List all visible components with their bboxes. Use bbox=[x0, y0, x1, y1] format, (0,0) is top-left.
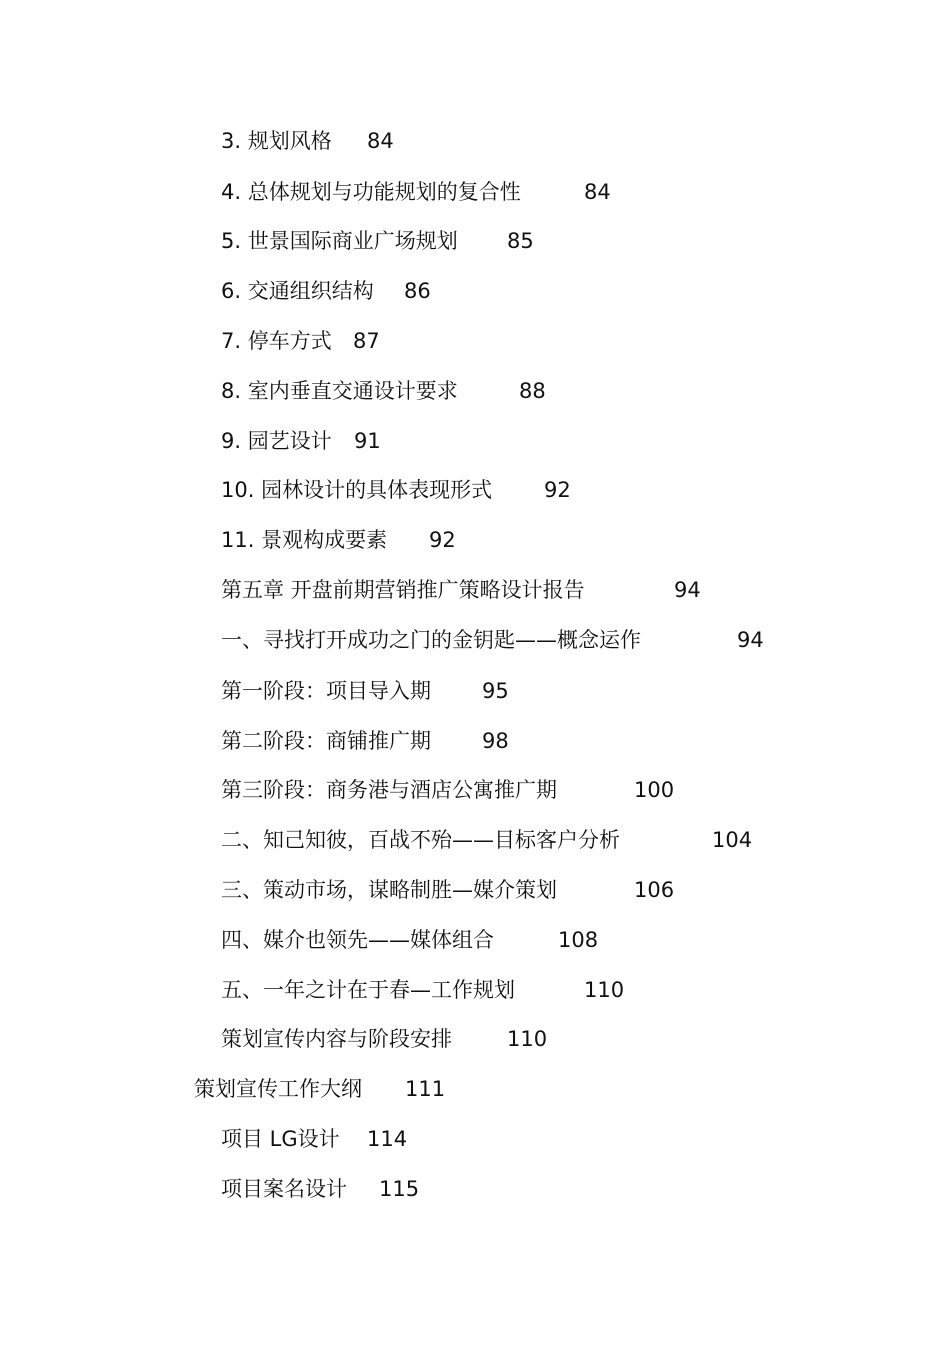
toc-entry-title: 项目 LG设计 bbox=[221, 1127, 340, 1151]
toc-entry-page: 110 bbox=[507, 1027, 548, 1051]
toc-entry-page: 85 bbox=[507, 229, 534, 253]
toc-entry bbox=[221, 676, 509, 706]
toc-entry-page: 88 bbox=[519, 379, 546, 403]
toc-entry-page: 110 bbox=[584, 978, 625, 1002]
toc-entry-page: 115 bbox=[379, 1177, 420, 1201]
toc-entry-title: 5. 世景国际商业广场规划 bbox=[221, 229, 458, 253]
toc-entry-page: 111 bbox=[405, 1077, 446, 1101]
toc-entry-page: 84 bbox=[584, 180, 611, 204]
toc-entry-page: 92 bbox=[544, 478, 571, 502]
toc-entry bbox=[221, 875, 675, 905]
toc-entry-title: 8. 室内垂直交通设计要求 bbox=[221, 379, 458, 403]
toc-entry-page: 94 bbox=[674, 578, 701, 602]
toc-entry bbox=[221, 326, 380, 356]
toc-entry bbox=[221, 1124, 408, 1154]
toc-entry bbox=[221, 177, 611, 207]
toc-entry bbox=[221, 625, 764, 655]
toc-entry bbox=[221, 475, 571, 505]
toc-entry-title: 二、知己知彼，百战不殆——目标客户分析 bbox=[221, 828, 620, 852]
toc-entry bbox=[221, 1174, 420, 1204]
toc-entry-page: 98 bbox=[482, 729, 509, 753]
toc-entry-title: 一、寻找打开成功之门的金钥匙——概念运作 bbox=[221, 628, 641, 652]
toc-entry-title: 6. 交通组织结构 bbox=[221, 279, 374, 303]
toc-entry bbox=[221, 775, 675, 805]
toc-entry bbox=[221, 276, 431, 306]
toc-entry-page: 84 bbox=[367, 129, 394, 153]
toc-entry-page: 104 bbox=[712, 828, 753, 852]
toc-entry-title: 第三阶段：商务港与酒店公寓推广期 bbox=[221, 778, 557, 802]
toc-entry-title: 四、媒介也领先——媒体组合 bbox=[221, 928, 494, 952]
toc-entry bbox=[221, 376, 546, 406]
toc-entry bbox=[221, 126, 394, 156]
toc-entry bbox=[221, 426, 381, 456]
toc-entry bbox=[221, 575, 701, 605]
toc-entry bbox=[221, 226, 534, 256]
toc-entry-title: 策划宣传工作大纲 bbox=[194, 1077, 362, 1101]
toc-entry bbox=[221, 1024, 548, 1054]
toc-entry-title: 五、一年之计在于春—工作规划 bbox=[221, 978, 515, 1002]
toc-entry-page: 95 bbox=[482, 679, 509, 703]
toc-entry bbox=[194, 1074, 446, 1104]
toc-entry-title: 3. 规划风格 bbox=[221, 129, 332, 153]
toc-entry-page: 92 bbox=[429, 528, 456, 552]
toc-entry-page: 106 bbox=[634, 878, 675, 902]
toc-entry-title: 第五章 开盘前期营销推广策略设计报告 bbox=[221, 578, 585, 602]
toc-entry-title: 第一阶段：项目导入期 bbox=[221, 679, 431, 703]
toc-entry bbox=[221, 726, 509, 756]
toc-entry-title: 项目案名设计 bbox=[221, 1177, 347, 1201]
toc-entry-title: 策划宣传内容与阶段安排 bbox=[221, 1027, 452, 1051]
toc-entry-title: 10. 园林设计的具体表现形式 bbox=[221, 478, 493, 502]
toc-entry-page: 108 bbox=[558, 928, 599, 952]
toc-entry bbox=[221, 975, 625, 1005]
toc-entry-page: 100 bbox=[634, 778, 675, 802]
toc-entry bbox=[221, 525, 456, 555]
toc-entry bbox=[221, 825, 753, 855]
toc-entry-page: 114 bbox=[367, 1127, 408, 1151]
toc-entry-title: 三、策动市场，谋略制胜—媒介策划 bbox=[221, 878, 557, 902]
toc-entry-title: 9. 园艺设计 bbox=[221, 429, 332, 453]
toc-entry-page: 87 bbox=[353, 329, 380, 353]
toc-entry-title: 4. 总体规划与功能规划的复合性 bbox=[221, 180, 521, 204]
toc-entry-page: 91 bbox=[354, 429, 381, 453]
toc-entry-page: 86 bbox=[404, 279, 431, 303]
toc-entry-title: 7. 停车方式 bbox=[221, 329, 332, 353]
toc-entry-page: 94 bbox=[737, 628, 764, 652]
toc-entry bbox=[221, 925, 599, 955]
toc-entry-title: 第二阶段：商铺推广期 bbox=[221, 729, 431, 753]
toc-entry-title: 11. 景观构成要素 bbox=[221, 528, 388, 552]
